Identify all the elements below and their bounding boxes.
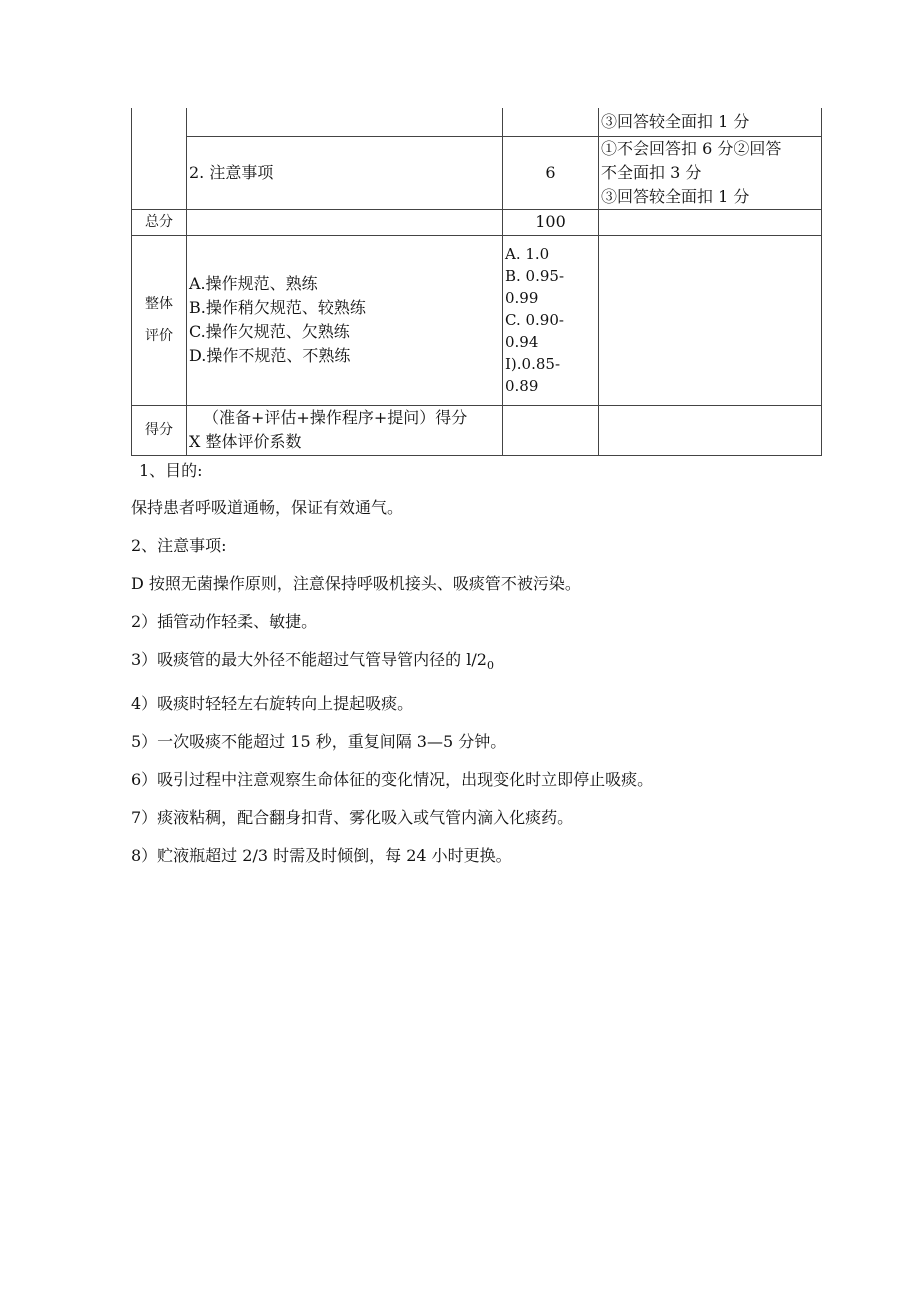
coefficient-line: 0.99 bbox=[505, 289, 539, 307]
formula-cell bbox=[187, 405, 503, 455]
precaution-item: 6）吸引过程中注意观察生命体征的变化情况，出现变化时立即停止吸痰。 bbox=[131, 770, 654, 789]
coefficient-line: I).0.85- bbox=[505, 355, 561, 373]
overall-label-line: 评价 bbox=[145, 328, 173, 344]
coefficient-line: C. 0.90- bbox=[505, 311, 564, 329]
criteria-line: D.操作不规范、不熟练 bbox=[189, 346, 351, 365]
table-row-precautions bbox=[132, 136, 822, 209]
precaution-item: 2）插管动作轻柔、敏捷。 bbox=[131, 612, 318, 631]
purpose-text: 保持患者呼吸道通畅，保证有效通气。 bbox=[131, 498, 404, 517]
precautions-heading: 2、注意事项: bbox=[131, 536, 227, 555]
total-empty-cell bbox=[187, 209, 503, 235]
formula-line: （准备+评估+操作程序+提问）得分 bbox=[203, 408, 468, 427]
coefficient-cell bbox=[503, 235, 599, 405]
score-cell: 6 bbox=[503, 136, 599, 209]
category-cell-empty bbox=[132, 108, 187, 209]
table-row-overall bbox=[132, 235, 822, 405]
criteria-line: C.操作欠规范、欠熟练 bbox=[189, 322, 350, 341]
final-score-label: 得分 bbox=[132, 405, 187, 455]
overall-label-cell bbox=[132, 235, 187, 405]
final-empty-cell bbox=[503, 405, 599, 455]
coefficient-line: 0.89 bbox=[505, 377, 539, 395]
scoring-table bbox=[131, 108, 822, 456]
table-row-final-score bbox=[132, 405, 822, 455]
criteria-cell bbox=[187, 235, 503, 405]
total-empty-cell bbox=[599, 209, 822, 235]
precaution-item: D 按照无菌操作原则，注意保持呼吸机接头、吸痰管不被污染。 bbox=[131, 574, 581, 593]
overall-empty-cell bbox=[599, 235, 822, 405]
final-empty-cell bbox=[599, 405, 822, 455]
score-cell-empty bbox=[503, 108, 599, 136]
purpose-heading: 1、目的: bbox=[139, 461, 203, 480]
precaution-item: 5）一次吸痰不能超过 15 秒，重复间隔 3—5 分钟。 bbox=[131, 732, 507, 751]
total-label: 总分 bbox=[132, 209, 187, 235]
coefficient-line: A. 1.0 bbox=[505, 245, 550, 263]
item-cell: 2. 注意事项 bbox=[187, 136, 503, 209]
item-cell-empty bbox=[187, 108, 503, 136]
deduction-line: ③回答较全面扣 1 分 bbox=[601, 111, 750, 131]
table-row-continuation bbox=[132, 108, 822, 136]
deduction-line: ①不会回答扣 6 分②回答 bbox=[601, 138, 782, 158]
deduction-cell bbox=[599, 136, 822, 209]
table-row-total bbox=[132, 209, 822, 235]
precaution-item-text: 3）吸痰管的最大外径不能超过气管导管内径的 l/2 bbox=[131, 650, 487, 669]
coefficient-line: 0.94 bbox=[505, 333, 539, 351]
total-score-cell: 100 bbox=[503, 209, 599, 235]
deduction-line: 不全面扣 3 分 bbox=[601, 162, 702, 182]
precaution-item: 8）贮液瓶超过 2/3 时需及时倾倒，每 24 小时更换。 bbox=[131, 846, 512, 865]
precaution-item: 7）痰液粘稠，配合翻身扣背、雾化吸入或气管内滴入化痰药。 bbox=[131, 808, 574, 827]
deduction-cell bbox=[599, 108, 822, 136]
notes-section bbox=[131, 458, 831, 868]
coefficient-line: B. 0.95- bbox=[505, 267, 565, 285]
criteria-line: B.操作稍欠规范、较熟练 bbox=[189, 298, 366, 317]
precaution-item bbox=[131, 648, 831, 678]
deduction-line: ③回答较全面扣 1 分 bbox=[601, 186, 750, 206]
precaution-item-subscript: 0 bbox=[486, 659, 494, 672]
formula-line: X 整体评价系数 bbox=[189, 432, 302, 451]
criteria-line: A.操作规范、熟练 bbox=[189, 274, 318, 293]
precaution-item: 4）吸痰时轻轻左右旋转向上提起吸痰。 bbox=[131, 694, 414, 713]
overall-label-line: 整体 bbox=[145, 296, 173, 312]
